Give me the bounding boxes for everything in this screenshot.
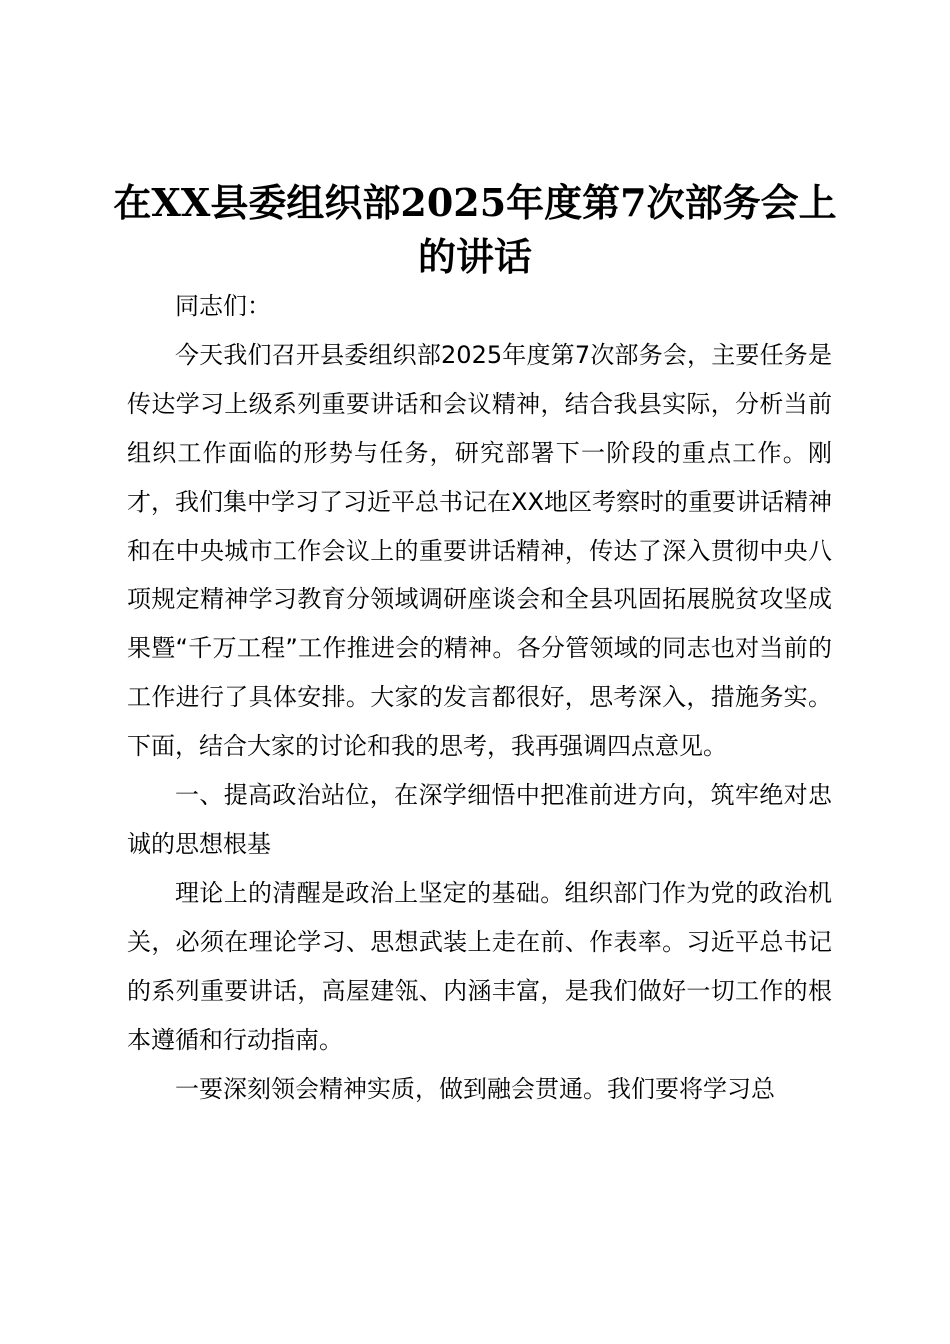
document-body (127, 282, 832, 1113)
paragraph-intro: 今天我们召开县委组织部2025年度第7次部务会，主要任务是传达学习上级系列重要讲话和会议精神，结合我县实际，分析当前组织工作面临的形势与任务，研究部署下一阶段的重点工作。刚才，我们集中学习了习近平总书记在XX地区考察时的重要讲话精神和在中央城市工作会议上的重要讲话精神，传达了深入贯彻中央八项规定精神学习教育分领域调研座谈会和全县巩固拓展脱贫攻坚成果暨“千万工程”工作推进会的精神。各分管领域的同志也对当前的工作进行了具体安排。大家的发言都很好，思考深入，措施务实。下面，结合大家的讨论和我的思考，我再强调四点意见。 (127, 340, 832, 761)
document-title: 在XX县委组织部2025年度第7次部务会上的讲话 (113, 180, 837, 279)
section-heading-1: 一、提高政治站位，在深学细悟中把准前进方向，筑牢绝对忠诚的思想根基 (127, 781, 832, 858)
paragraph-theory: 理论上的清醒是政治上坚定的基础。组织部门作为党的政治机关，必须在理论学习、思想武装上走在前、作表率。习近平总书记的系列重要讲话，高屋建瓴、内涵丰富，是我们做好一切工作的根本遵循和行动指南。 (127, 878, 832, 1054)
salutation: 同志们： (175, 292, 271, 320)
paragraph-point-1: 一要深刻领会精神实质，做到融会贯通。我们要将学习总 (175, 1074, 775, 1103)
